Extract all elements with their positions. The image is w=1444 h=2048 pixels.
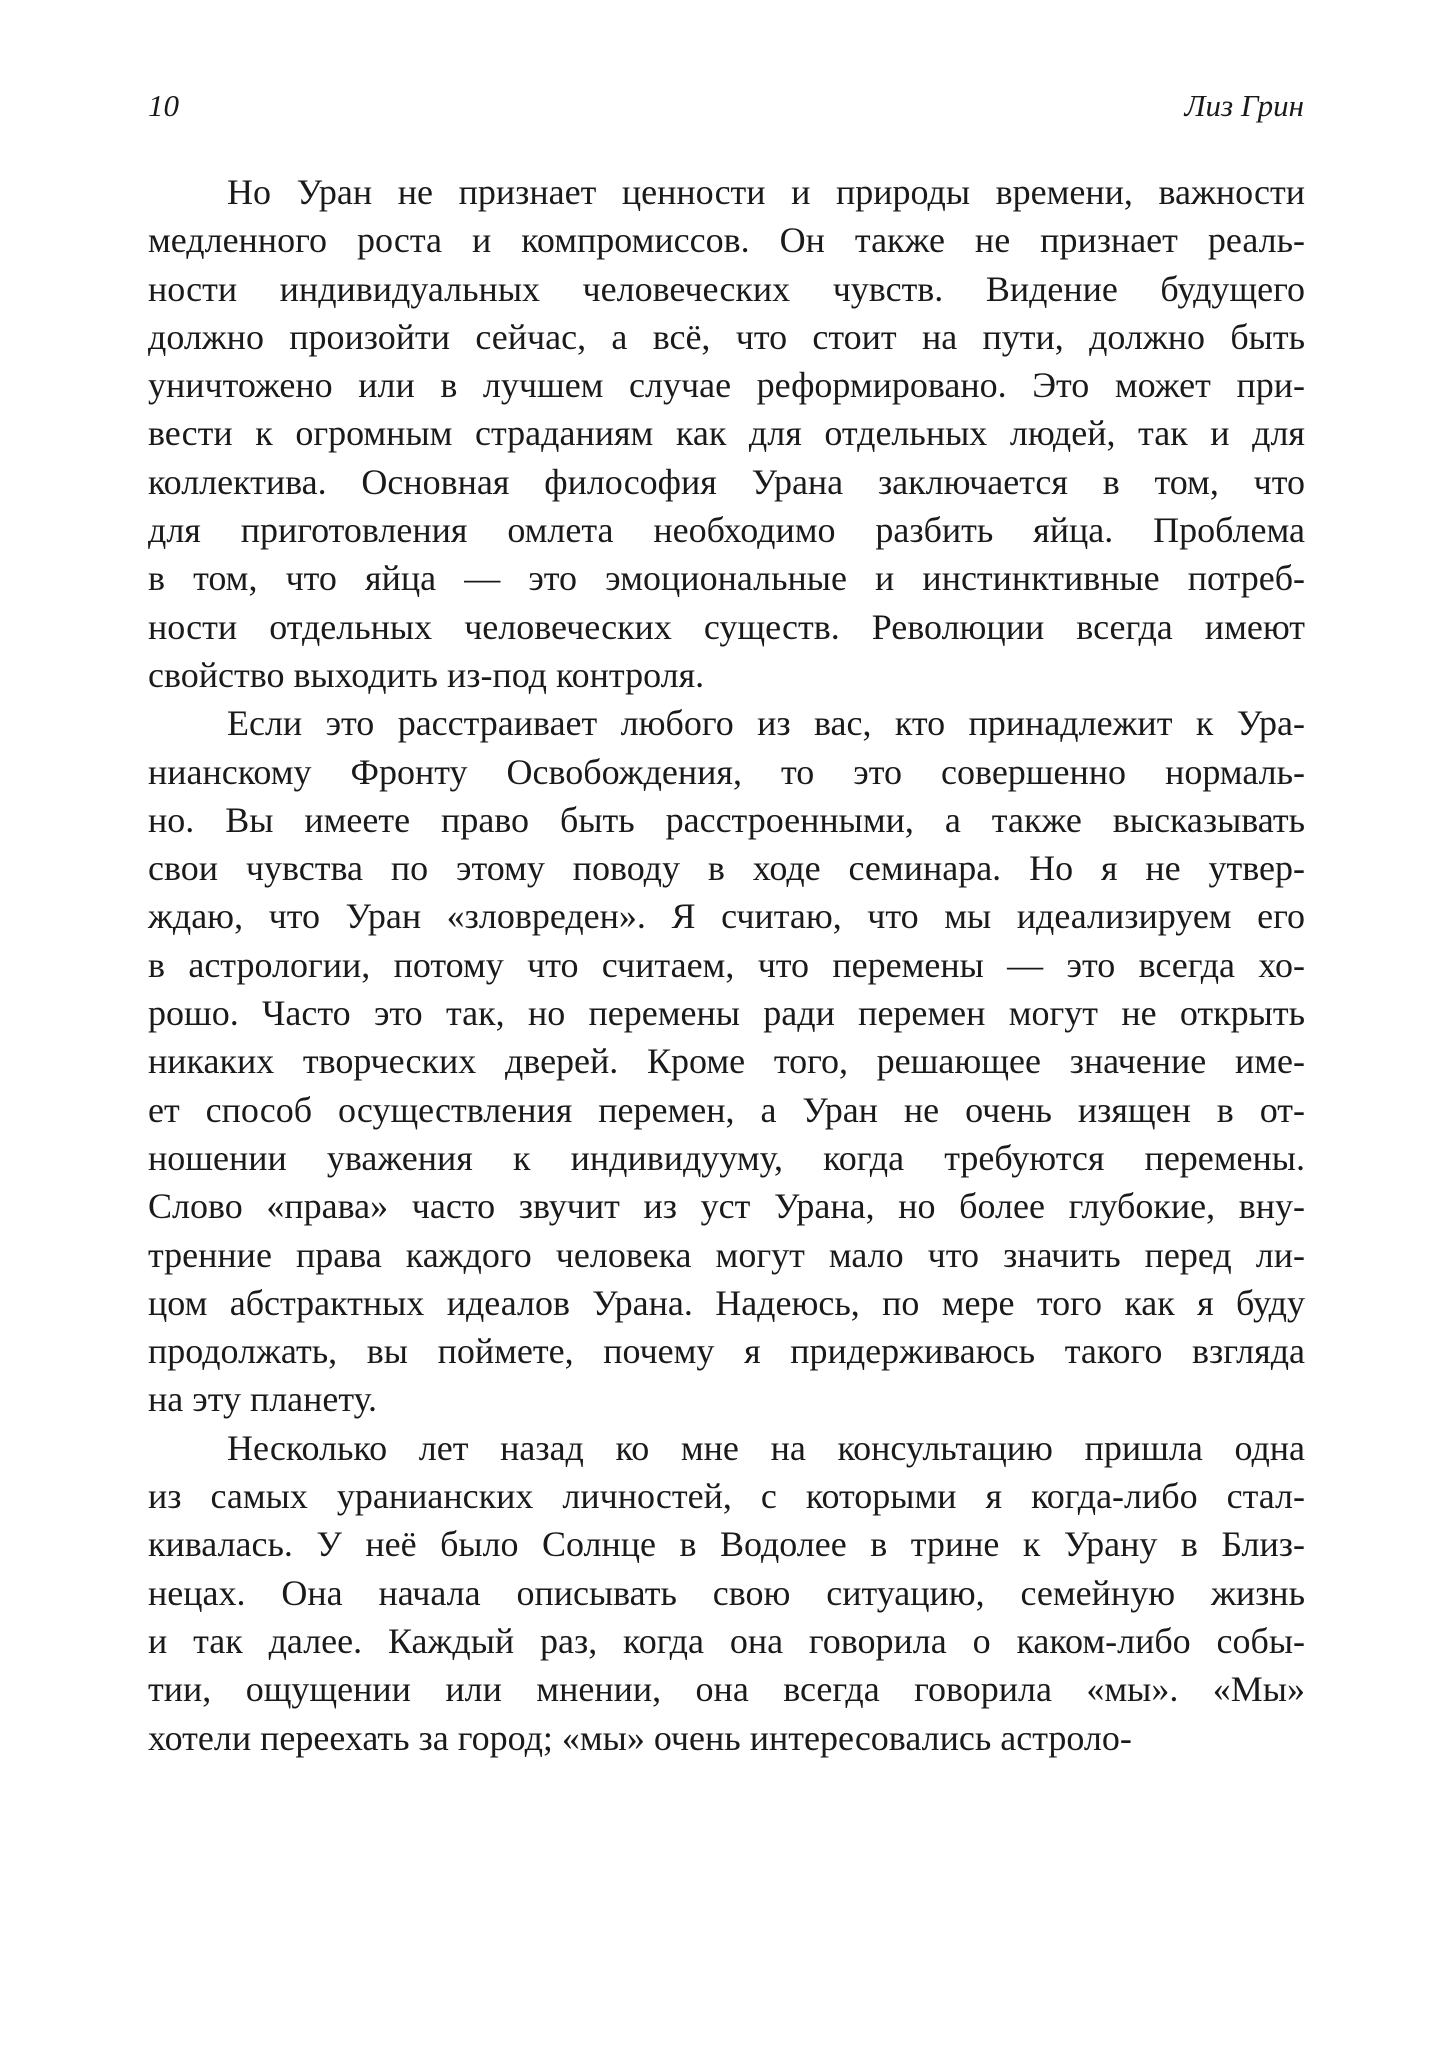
text-line: нецах. Она начала описывать свою ситуацию, семейную жизнь — [148, 1572, 1305, 1613]
text-line: Слово «права» часто звучит из уст Урана, но более глубокие, вну- — [148, 1186, 1305, 1227]
text-line: рошо. Часто это так, но перемены ради перемен могут не открыть — [148, 993, 1305, 1034]
text-line: хотели переехать за город; «мы» очень интересовались астроло- — [148, 1717, 1132, 1758]
text-line: и так далее. Каждый раз, когда она говорила о каком-либо собы- — [148, 1620, 1305, 1661]
text-line: ет способ осуществления перемен, а Уран не очень изящен в от- — [148, 1089, 1305, 1130]
text-line: но. Вы имеете право быть расстроенными, а также высказывать — [148, 799, 1305, 840]
text-line: тии, ощущении или мнении, она всегда говорила «мы». «Мы» — [148, 1669, 1305, 1710]
running-head-author: Лиз Грин — [1184, 88, 1304, 123]
text-line: для приготовления омлета необходимо разбить яйца. Проблема — [148, 510, 1305, 551]
text-line: вести к огромным страданиям как для отдельных людей, так и для — [148, 413, 1305, 454]
text-line: должно произойти сейчас, а всё, что стоит на пути, должно быть — [148, 316, 1305, 357]
paragraph-3 — [148, 1424, 1305, 1762]
text-line: тренние права каждого человека могут мало что значить перед ли- — [148, 1234, 1305, 1275]
text-line: нианскому Фронту Освобождения, то это совершенно нормаль- — [148, 751, 1305, 792]
text-line: в том, что яйца — это эмоциональные и инстинктивные потреб- — [148, 558, 1305, 599]
text-line: свои чувства по этому поводу в ходе семинара. Но я не утвер- — [148, 848, 1305, 889]
text-line: Несколько лет назад ко мне на консультацию пришла одна — [227, 1427, 1305, 1468]
text-line: кивалась. У неё было Солнце в Водолее в трине к Урану в Близ- — [148, 1524, 1305, 1565]
text-line: свойство выходить из-под контроля. — [148, 654, 705, 695]
text-line: продолжать, вы поймете, почему я придерживаюсь такого взгляда — [148, 1331, 1305, 1372]
text-line: Но Уран не признает ценности и природы времени, важности — [227, 172, 1305, 212]
text-line: медленного роста и компромиссов. Он также не признает реаль- — [148, 220, 1305, 261]
text-line: на эту планету. — [148, 1379, 378, 1420]
paragraph-2 — [148, 699, 1305, 1423]
text-line: Если это расстраивает любого из вас, кто принадлежит к Ура- — [227, 703, 1305, 744]
text-line: уничтожено или в лучшем случае реформировано. Это может при- — [148, 365, 1305, 406]
body-text — [148, 168, 1305, 1762]
text-line: ношении уважения к индивидууму, когда требуются перемены. — [148, 1137, 1305, 1178]
text-line: ности индивидуальных человеческих чувств. Видение будущего — [148, 268, 1305, 309]
text-line: коллектива. Основная философия Урана заключается в том, что — [148, 461, 1305, 502]
text-line: ждаю, что Уран «зловреден». Я считаю, что мы идеализируем его — [148, 896, 1305, 937]
text-line: цом абстрактных идеалов Урана. Надеюсь, по мере того как я буду — [148, 1282, 1305, 1323]
text-line: в астрологии, потому что считаем, что перемены — это всегда хо- — [148, 944, 1305, 985]
page-number: 10 — [148, 88, 179, 123]
text-line: никаких творческих дверей. Кроме того, решающее значение име- — [148, 1041, 1305, 1082]
text-line: из самых уранианских личностей, с которыми я когда-либо стал- — [148, 1476, 1305, 1517]
running-head — [148, 84, 1304, 128]
paragraph-1 — [148, 168, 1305, 699]
text-line: ности отдельных человеческих существ. Революции всегда имеют — [148, 606, 1305, 647]
